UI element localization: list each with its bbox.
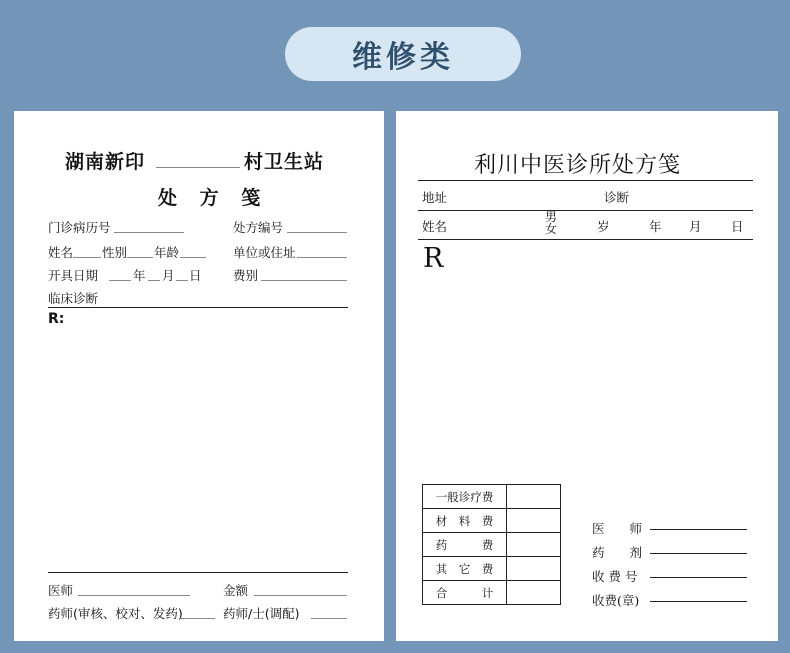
age-label: 年龄	[154, 245, 180, 260]
fee-label: 一般诊疗费	[423, 485, 507, 509]
cashier-stamp-blank	[650, 601, 747, 602]
clinic-record-no-label: 门诊病历号	[48, 220, 111, 235]
address-label: 地址	[422, 190, 448, 205]
employer-address-blank	[297, 257, 347, 258]
doctor-label: 医师	[48, 583, 74, 598]
employer-address-label: 单位或住址	[233, 245, 296, 260]
title-divider	[418, 180, 753, 181]
cashier-stamp-label: 收费(章)	[592, 593, 640, 608]
day-label: 日	[189, 268, 202, 283]
address-divider	[418, 210, 753, 211]
diagnosis-divider	[48, 307, 348, 308]
gender-options	[544, 211, 558, 235]
fee-value-cell	[507, 533, 561, 557]
amount-blank	[254, 595, 347, 596]
name-blank	[73, 257, 101, 258]
pharmacist-dispense-label: 药师/士(调配)	[223, 606, 300, 621]
dispenser-sign-blank	[650, 553, 747, 554]
prescription-no-blank	[287, 232, 347, 233]
fee-value-cell	[507, 509, 561, 533]
fee-table	[422, 484, 561, 605]
fee-label: 合 计	[423, 581, 507, 605]
gender-label: 性别	[102, 245, 128, 260]
pharmacist-review-label: 药师(审核、校对、发药)	[48, 606, 183, 621]
clinic-name-prefix: 湖南新印	[65, 151, 146, 173]
rx-symbol: R	[423, 243, 444, 274]
issue-date-label: 开具日期	[48, 268, 99, 283]
fee-label: 药 费	[423, 533, 507, 557]
rx-symbol: R:	[48, 311, 65, 327]
month-label: 月	[689, 219, 702, 234]
dispenser-sign-label: 药 剂	[592, 545, 643, 560]
pharmacist-dispense-blank	[311, 618, 347, 619]
clinic-record-no-blank	[114, 232, 184, 233]
fee-row	[423, 509, 561, 533]
footer-divider	[48, 572, 348, 573]
form-title: 利川中医诊所处方笺	[474, 153, 682, 178]
fee-label: 其 它 费	[423, 557, 507, 581]
name-label: 姓名	[48, 245, 74, 260]
fee-row	[423, 557, 561, 581]
pharmacist-review-blank	[181, 618, 215, 619]
day-label: 日	[731, 219, 744, 234]
year-label: 年	[649, 219, 662, 234]
banner-label: 维修类	[352, 40, 454, 75]
patient-divider	[418, 239, 753, 240]
fee-row	[423, 533, 561, 557]
fee-row	[423, 581, 561, 605]
village-name-blank	[156, 167, 240, 168]
fee-row	[423, 485, 561, 509]
prescription-form-right	[396, 111, 778, 641]
name-label: 姓名	[422, 219, 448, 234]
month-blank	[148, 280, 160, 281]
age-blank	[180, 257, 206, 258]
doctor-blank	[78, 595, 190, 596]
fee-value-cell	[507, 557, 561, 581]
month-label: 月	[162, 268, 175, 283]
gender-female: 女	[544, 222, 557, 236]
age-unit-label: 岁	[597, 219, 610, 234]
fee-type-blank	[261, 280, 347, 281]
doctor-sign-label: 医 师	[592, 521, 643, 536]
cashier-no-label: 收 费 号	[592, 569, 638, 584]
year-label: 年	[133, 268, 146, 283]
amount-label: 金额	[223, 583, 249, 598]
doctor-sign-blank	[650, 529, 747, 530]
clinical-diagnosis-label: 临床诊断	[48, 291, 99, 306]
gender-blank	[127, 257, 153, 258]
fee-value-cell	[507, 485, 561, 509]
fee-type-label: 费别	[233, 268, 259, 283]
form-subtitle: 处 方 笺	[158, 187, 269, 209]
category-banner	[285, 27, 521, 81]
diagnosis-label: 诊断	[604, 190, 630, 205]
fee-value-cell	[507, 581, 561, 605]
prescription-no-label: 处方编号	[233, 220, 284, 235]
prescription-form-left	[14, 111, 384, 641]
day-blank	[176, 280, 188, 281]
year-blank	[109, 280, 131, 281]
fee-label: 材 料 费	[423, 509, 507, 533]
cashier-no-blank	[650, 577, 747, 578]
gender-male: 男	[544, 210, 557, 224]
clinic-name-suffix: 村卫生站	[244, 151, 325, 173]
